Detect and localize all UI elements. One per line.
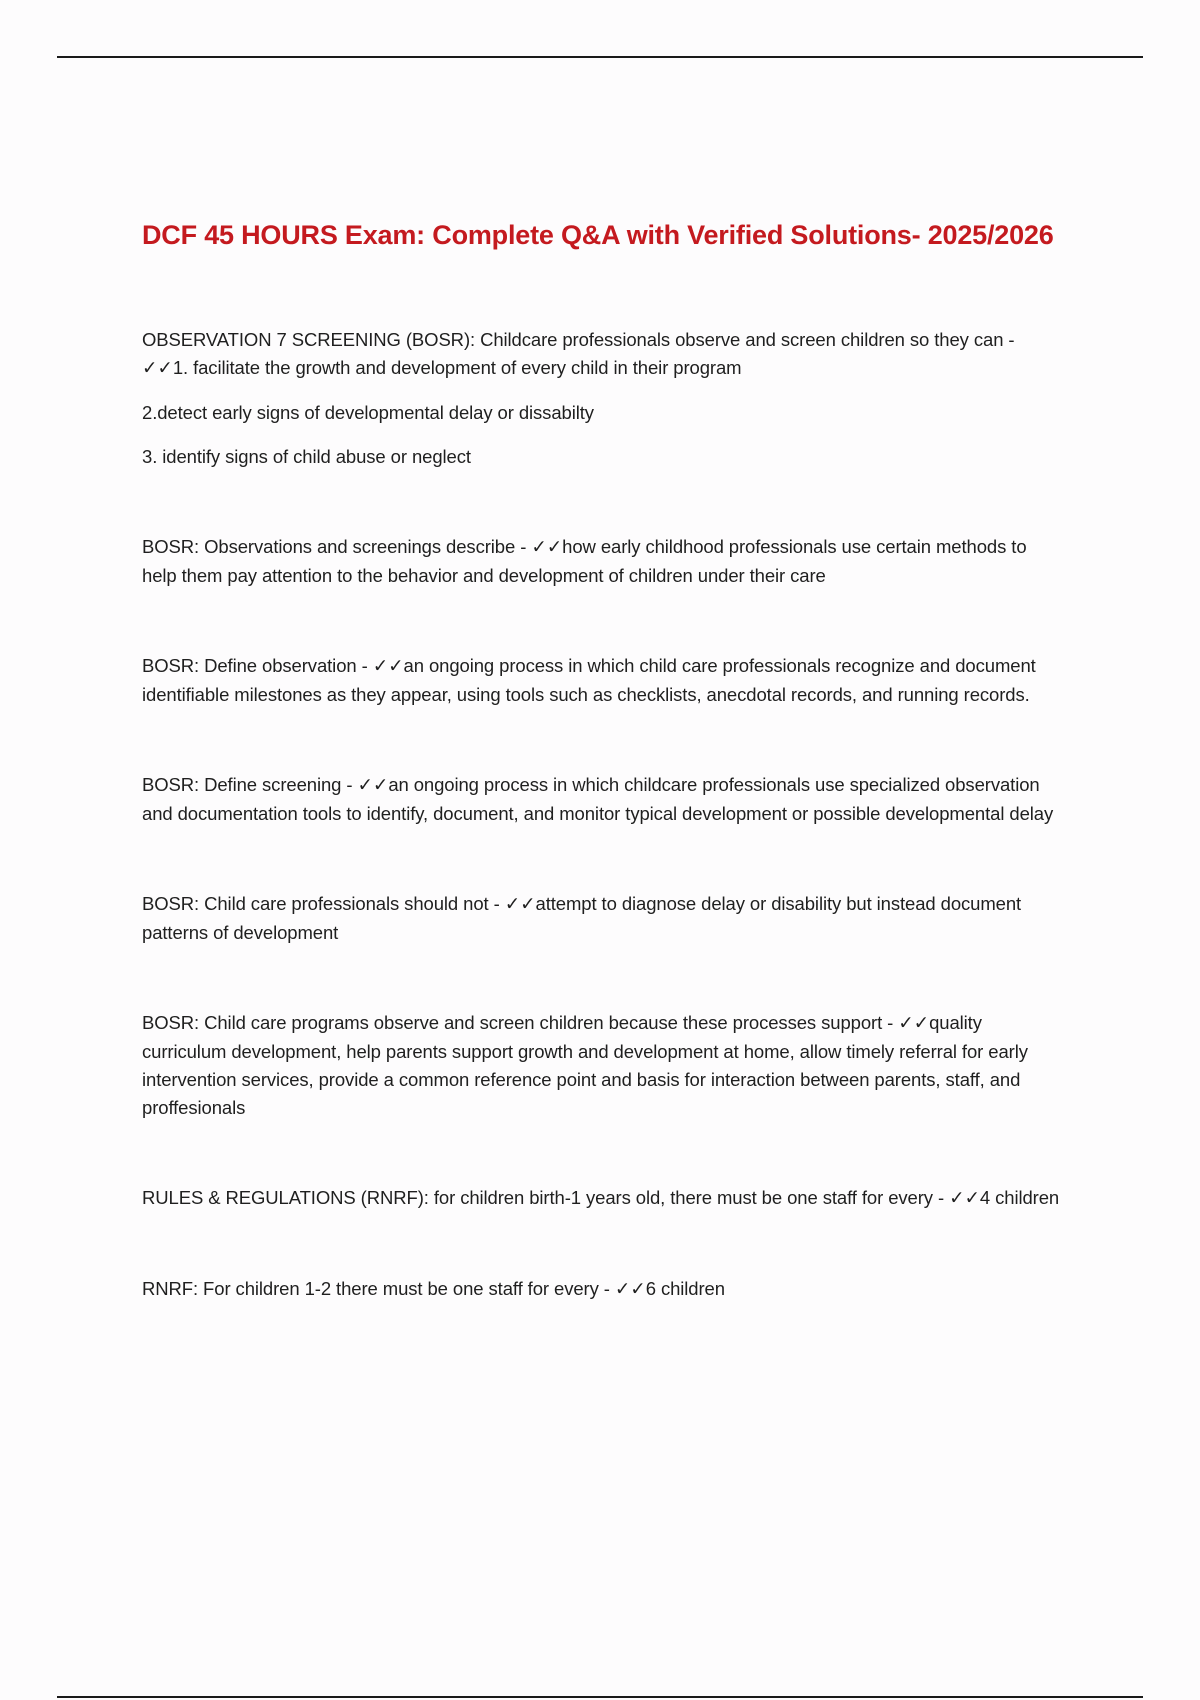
answer-text: 6 children bbox=[645, 1278, 725, 1299]
answer-text: an ongoing process in which childcare professionals use specialized observation and documentation tools to identify, document, and monitor typical development or possible developmental delay bbox=[142, 774, 1054, 824]
qa-item bbox=[142, 1275, 1062, 1304]
question-text: BOSR: Define screening - bbox=[142, 774, 353, 795]
bottom-rule bbox=[57, 1696, 1143, 1698]
document-title: DCF 45 HOURS Exam: Complete Q&A with Verified Solutions- 2025/2026 bbox=[142, 220, 1054, 250]
qa-item bbox=[142, 326, 1062, 471]
qa-item bbox=[142, 652, 1062, 709]
qa-item bbox=[142, 1184, 1062, 1213]
question-text: BOSR: Observations and screenings describe - bbox=[142, 536, 527, 557]
question-text: OBSERVATION 7 SCREENING (BOSR): Childcare professionals observe and screen children so they can - bbox=[142, 329, 1015, 350]
double-check-icon: ✓✓ bbox=[614, 1279, 646, 1300]
answer-line bbox=[142, 354, 1062, 383]
answer-text: how early childhood professionals use certain methods to help them pay attention to the behavior and development of children under their care bbox=[142, 536, 1027, 586]
qa-item bbox=[142, 771, 1062, 828]
answer-line: 2.detect early signs of developmental delay or dissabilty bbox=[142, 402, 594, 423]
double-check-icon: ✓✓ bbox=[504, 894, 536, 915]
double-check-icon: ✓✓ bbox=[142, 358, 173, 379]
document-body bbox=[142, 216, 1062, 1304]
answer-text: quality curriculum development, help parents support growth and development at home, allow timely referral for early intervention services, provide a common reference point and basis for interaction between parents, staff, and proffesionals bbox=[142, 1012, 1028, 1118]
double-check-icon: ✓✓ bbox=[372, 656, 404, 677]
double-check-icon: ✓✓ bbox=[531, 537, 563, 558]
double-check-icon: ✓✓ bbox=[898, 1013, 930, 1034]
answer-line: 3. identify signs of child abuse or neglect bbox=[142, 446, 471, 467]
answer-text: an ongoing process in which child care professionals recognize and document identifiable milestones as they appear, using tools such as checklists, anecdotal records, and running records. bbox=[142, 655, 1036, 705]
qa-item bbox=[142, 890, 1062, 947]
qa-item bbox=[142, 533, 1062, 590]
question-text: BOSR: Child care programs observe and screen children because these processes support - bbox=[142, 1012, 894, 1033]
answer-text: 1. facilitate the growth and development of every child in their program bbox=[172, 357, 742, 378]
double-check-icon: ✓✓ bbox=[357, 775, 389, 796]
answer-text: 4 children bbox=[979, 1187, 1060, 1208]
question-text: RULES & REGULATIONS (RNRF): for children birth-1 years old, there must be one staff for every - bbox=[142, 1187, 945, 1208]
qa-item bbox=[142, 1009, 1062, 1122]
answer-text: attempt to diagnose delay or disability but instead document patterns of development bbox=[142, 893, 1022, 943]
double-check-icon: ✓✓ bbox=[949, 1188, 980, 1209]
question-text: BOSR: Define observation - bbox=[142, 655, 368, 676]
top-rule bbox=[57, 56, 1143, 58]
question-text: BOSR: Child care professionals should not - bbox=[142, 893, 500, 914]
question-text: RNRF: For children 1-2 there must be one staff for every - bbox=[142, 1278, 610, 1299]
